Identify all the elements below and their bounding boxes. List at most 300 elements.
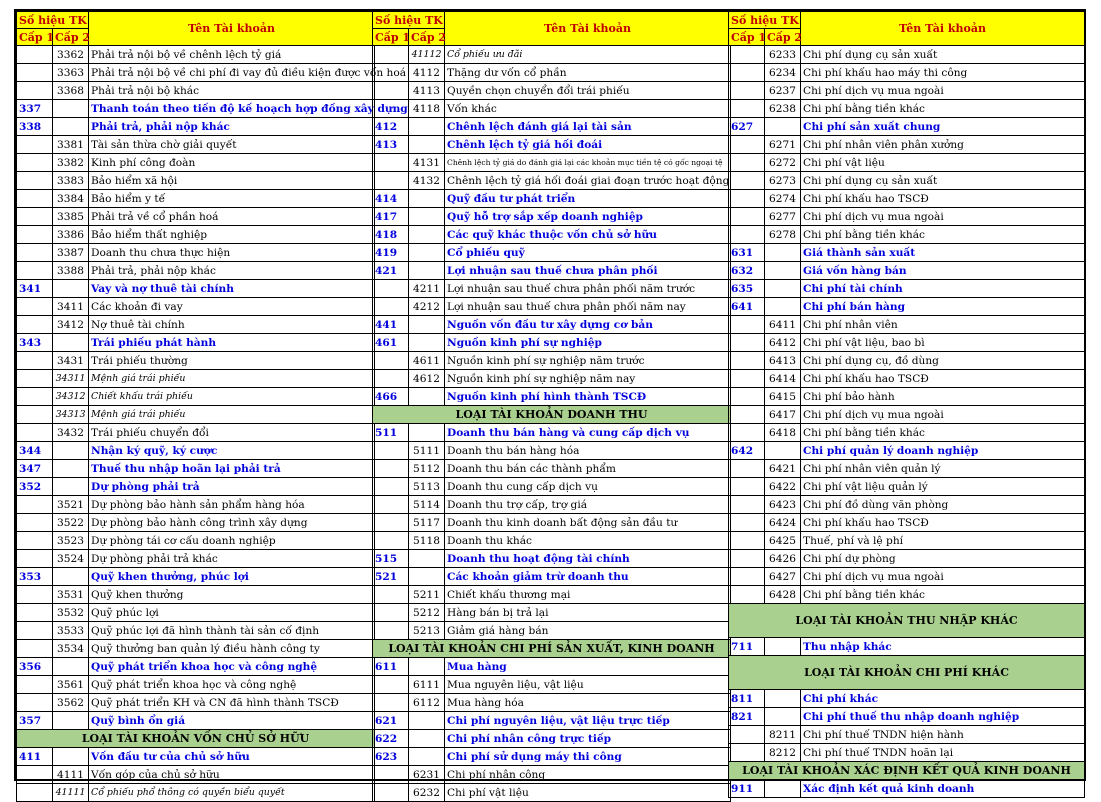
account-name: Chi phí tài chính — [801, 280, 1085, 298]
account-name: Quyền chọn chuyển đổi trái phiếu — [445, 82, 731, 100]
account-code-level-1 — [17, 370, 53, 388]
account-row-level-2 — [17, 262, 375, 280]
account-code-level-1 — [373, 604, 409, 622]
account-code-level-2: 6112 — [409, 694, 445, 712]
account-name: Chênh lệch đánh giá lại tài sản — [445, 118, 731, 136]
account-row-level-2 — [373, 694, 731, 712]
account-code-level-2 — [765, 244, 801, 262]
account-row-level-2 — [729, 478, 1085, 496]
account-code-level-2: 3531 — [53, 586, 89, 604]
account-row-level-2 — [729, 568, 1085, 586]
account-name: Chi phí khấu hao máy thi công — [801, 64, 1085, 82]
account-code-level-2: 3412 — [53, 316, 89, 334]
account-row-level-2 — [729, 460, 1085, 478]
account-row-level-1 — [373, 208, 731, 226]
account-name: Chênh lệch tỷ giá hối đoái — [445, 136, 731, 154]
account-name: Quỹ phúc lợi — [89, 604, 375, 622]
account-code-level-1: 347 — [17, 460, 53, 478]
account-row-level-2 — [729, 190, 1085, 208]
account-code-level-1: 461 — [373, 334, 409, 352]
account-row-level-2 — [17, 226, 375, 244]
account-code-level-2: 4132 — [409, 172, 445, 190]
account-code-level-1 — [373, 64, 409, 82]
account-row-level-1 — [729, 244, 1085, 262]
header-account-number: Số hiệu TK — [729, 12, 801, 29]
account-row-level-1 — [729, 262, 1085, 280]
account-code-level-2: 3521 — [53, 496, 89, 514]
account-row-level-2 — [729, 744, 1085, 762]
account-name: Thu nhập khác — [801, 638, 1085, 656]
account-name: Dự phòng phải trả khác — [89, 550, 375, 568]
account-name: Trái phiếu chuyển đổi — [89, 424, 375, 442]
account-code-level-1: 414 — [373, 190, 409, 208]
account-name: Kinh phí công đoàn — [89, 154, 375, 172]
account-name: Phải trả về cổ phần hoá — [89, 208, 375, 226]
account-code-level-1 — [729, 388, 765, 406]
account-code-level-1: 821 — [729, 708, 765, 726]
account-name: Chi phí nhân viên quản lý — [801, 460, 1085, 478]
account-name: Chi phí khác — [801, 690, 1085, 708]
account-code-level-2: 6421 — [765, 460, 801, 478]
account-row-level-1 — [17, 478, 375, 496]
account-code-level-2: 6424 — [765, 514, 801, 532]
account-code-level-2 — [765, 118, 801, 136]
account-row-level-2 — [17, 424, 375, 442]
account-row-level-2 — [373, 298, 731, 316]
account-name: Các khoản giảm trừ doanh thu — [445, 568, 731, 586]
account-code-level-1 — [17, 82, 53, 100]
account-name: Dự phòng phải trả — [89, 478, 375, 496]
account-code-level-1 — [729, 226, 765, 244]
account-code-level-1: 413 — [373, 136, 409, 154]
account-code-level-1 — [729, 46, 765, 64]
account-row-level-2 — [729, 64, 1085, 82]
account-name: Chi phí thuế TNDN hiện hành — [801, 726, 1085, 744]
account-code-level-2: 5111 — [409, 442, 445, 460]
account-code-level-1 — [373, 370, 409, 388]
account-code-level-2: 5114 — [409, 496, 445, 514]
account-code-level-1 — [729, 568, 765, 586]
account-code-level-2: 3534 — [53, 640, 89, 658]
account-name: Quỹ thưởng ban quản lý điều hành công ty — [89, 640, 375, 658]
account-name: Chênh lệch tỷ giá hối đoái giai đoạn trước hoạt động — [445, 172, 731, 190]
account-row-level-2 — [373, 352, 731, 370]
account-row-level-2 — [373, 370, 731, 388]
account-code-level-1: 632 — [729, 262, 765, 280]
account-row-level-1 — [17, 658, 375, 676]
account-code-level-1 — [17, 514, 53, 532]
account-code-level-1 — [729, 316, 765, 334]
account-code-level-1: 811 — [729, 690, 765, 708]
account-code-level-2: 5213 — [409, 622, 445, 640]
account-name: Vay và nợ thuê tài chính — [89, 280, 375, 298]
account-code-level-1: 623 — [373, 748, 409, 766]
account-name: Chi phí vật liệu — [801, 154, 1085, 172]
account-code-level-2 — [53, 658, 89, 676]
account-code-level-1: 421 — [373, 262, 409, 280]
account-row-level-1 — [373, 568, 731, 586]
account-code-level-2: 6417 — [765, 406, 801, 424]
account-row-level-2 — [729, 424, 1085, 442]
account-name: Nguồn kinh phí sự nghiệp — [445, 334, 731, 352]
account-row-level-2 — [373, 82, 731, 100]
account-code-level-1 — [373, 478, 409, 496]
account-code-level-2 — [409, 190, 445, 208]
account-row-level-2 — [373, 514, 731, 532]
account-name: Chi phí vật liệu — [445, 784, 731, 802]
account-code-level-2: 6423 — [765, 496, 801, 514]
account-code-level-2: 3368 — [53, 82, 89, 100]
account-code-level-2 — [53, 100, 89, 118]
account-code-level-1 — [17, 424, 53, 442]
header-account-name: Tên Tài khoản — [445, 12, 731, 46]
account-code-level-1: 357 — [17, 712, 53, 730]
account-name: Giá vốn hàng bán — [801, 262, 1085, 280]
header-level-1: Cấp 1 — [729, 29, 765, 46]
account-code-level-1 — [17, 640, 53, 658]
account-row-level-2 — [373, 496, 731, 514]
account-code-level-1 — [17, 172, 53, 190]
account-code-level-2 — [409, 118, 445, 136]
account-code-level-2: 34313 — [53, 406, 89, 424]
account-row-level-2 — [729, 226, 1085, 244]
account-name: Cổ phiếu phổ thông có quyền biểu quyết — [89, 784, 375, 802]
account-code-level-2: 3561 — [53, 676, 89, 694]
header-row — [17, 12, 375, 29]
account-code-level-1 — [373, 586, 409, 604]
account-code-level-2 — [765, 262, 801, 280]
account-row-level-2 — [729, 136, 1085, 154]
account-row-level-1 — [17, 100, 375, 118]
account-code-level-2 — [53, 334, 89, 352]
account-name: Thanh toán theo tiến độ kế hoạch hợp đồng xây dựng — [89, 100, 375, 118]
account-code-level-1 — [373, 172, 409, 190]
account-code-level-1: 627 — [729, 118, 765, 136]
account-name: Vốn khác — [445, 100, 731, 118]
account-name: Chi phí đồ dùng văn phòng — [801, 496, 1085, 514]
account-row-level-2 — [729, 46, 1085, 64]
account-code-level-2: 4212 — [409, 298, 445, 316]
account-row-level-1 — [373, 658, 731, 676]
account-code-level-2 — [765, 638, 801, 656]
header-level-2: Cấp 2 — [409, 29, 445, 46]
account-code-level-2: 5118 — [409, 532, 445, 550]
account-code-level-1 — [729, 496, 765, 514]
account-row-level-2 — [373, 676, 731, 694]
account-code-level-1 — [17, 190, 53, 208]
account-name: Trái phiếu phát hành — [89, 334, 375, 352]
account-name: Chi phí khấu hao TSCĐ — [801, 370, 1085, 388]
account-name: Nguồn kinh phí sự nghiệp năm trước — [445, 352, 731, 370]
account-code-level-2 — [409, 136, 445, 154]
account-name: Giảm giá hàng bán — [445, 622, 731, 640]
account-code-level-1: 338 — [17, 118, 53, 136]
account-name: Chi phí khấu hao TSCĐ — [801, 190, 1085, 208]
account-row-level-2 — [729, 550, 1085, 568]
account-row-level-2 — [729, 316, 1085, 334]
account-code-level-1 — [17, 766, 53, 784]
account-name: Quỹ phát triển KH và CN đã hình thành TSCĐ — [89, 694, 375, 712]
account-code-level-2 — [765, 280, 801, 298]
account-code-level-1 — [729, 82, 765, 100]
account-code-level-2: 34312 — [53, 388, 89, 406]
account-name: Quỹ hỗ trợ sắp xếp doanh nghiệp — [445, 208, 731, 226]
section-title: LOẠI TÀI KHOẢN CHI PHÍ SẢN XUẤT, KINH DOANH — [373, 640, 731, 658]
header-row — [729, 12, 1085, 29]
account-code-level-2: 6273 — [765, 172, 801, 190]
account-code-level-1: 352 — [17, 478, 53, 496]
account-code-level-1 — [729, 532, 765, 550]
account-row-level-2 — [17, 532, 375, 550]
account-code-level-1 — [373, 82, 409, 100]
account-code-level-2: 6426 — [765, 550, 801, 568]
account-code-level-1 — [729, 406, 765, 424]
account-name: Mệnh giá trái phiếu — [89, 406, 375, 424]
account-name: Phải trả, phải nộp khác — [89, 262, 375, 280]
account-code-level-2 — [53, 280, 89, 298]
account-name: Chi phí nhân viên — [801, 316, 1085, 334]
account-code-level-1 — [17, 604, 53, 622]
account-code-level-1 — [729, 424, 765, 442]
account-code-level-2 — [409, 334, 445, 352]
account-name: Chi phí dịch vụ mua ngoài — [801, 82, 1085, 100]
section-row — [729, 762, 1085, 780]
account-name: Các quỹ khác thuộc vốn chủ sở hữu — [445, 226, 731, 244]
account-code-level-2: 4113 — [409, 82, 445, 100]
account-name: Chi phí sản xuất chung — [801, 118, 1085, 136]
account-code-level-2: 6277 — [765, 208, 801, 226]
account-row-level-2 — [17, 388, 375, 406]
section-title: LOẠI TÀI KHOẢN XÁC ĐỊNH KẾT QUẢ KINH DOANH — [729, 762, 1085, 780]
account-name: Dự phòng bảo hành công trình xây dựng — [89, 514, 375, 532]
account-code-level-2 — [409, 208, 445, 226]
account-row-level-1 — [373, 712, 731, 730]
account-code-level-2: 4131 — [409, 154, 445, 172]
account-code-level-1 — [729, 550, 765, 568]
account-name: Nguồn kinh phí hình thành TSCĐ — [445, 388, 731, 406]
account-code-level-2: 6231 — [409, 766, 445, 784]
account-row-level-2 — [729, 100, 1085, 118]
account-column-2 — [372, 11, 731, 802]
account-code-level-1 — [373, 676, 409, 694]
account-code-level-1 — [17, 244, 53, 262]
section-row — [729, 604, 1085, 638]
account-row-level-2 — [17, 694, 375, 712]
account-row-level-1 — [17, 280, 375, 298]
account-name: Chi phí bằng tiền khác — [801, 586, 1085, 604]
account-name: Cổ phiếu quỹ — [445, 244, 731, 262]
account-code-level-2: 3386 — [53, 226, 89, 244]
account-code-level-2: 4211 — [409, 280, 445, 298]
account-name: Chi phí dịch vụ mua ngoài — [801, 568, 1085, 586]
account-code-level-2: 3431 — [53, 352, 89, 370]
account-code-level-2 — [409, 424, 445, 442]
account-name: Chiết khấu trái phiếu — [89, 388, 375, 406]
account-row-level-1 — [729, 442, 1085, 460]
account-row-level-2 — [17, 586, 375, 604]
account-code-level-1 — [373, 514, 409, 532]
account-row-level-1 — [373, 118, 731, 136]
account-code-level-1: 515 — [373, 550, 409, 568]
account-row-level-2 — [17, 46, 375, 64]
account-row-level-1 — [729, 280, 1085, 298]
account-code-level-1 — [17, 496, 53, 514]
account-code-level-2: 3523 — [53, 532, 89, 550]
account-code-level-2: 3387 — [53, 244, 89, 262]
account-name: Chi phí nhân công — [445, 766, 731, 784]
section-title: LOẠI TÀI KHOẢN CHI PHÍ KHÁC — [729, 656, 1085, 690]
account-code-level-1 — [17, 208, 53, 226]
account-code-level-2: 8211 — [765, 726, 801, 744]
account-row-level-2 — [17, 784, 375, 802]
account-name: Chi phí bằng tiền khác — [801, 100, 1085, 118]
account-row-level-2 — [373, 154, 731, 172]
account-code-level-1 — [373, 622, 409, 640]
account-code-level-2: 5113 — [409, 478, 445, 496]
account-code-level-2 — [53, 712, 89, 730]
account-name: Tài sản thừa chờ giải quyết — [89, 136, 375, 154]
account-row-level-2 — [373, 604, 731, 622]
account-name: Dự phòng bảo hành sản phẩm hàng hóa — [89, 496, 375, 514]
account-code-level-1: 341 — [17, 280, 53, 298]
account-row-level-2 — [17, 352, 375, 370]
account-code-level-1 — [729, 136, 765, 154]
account-code-level-2: 3383 — [53, 172, 89, 190]
account-code-level-2: 3385 — [53, 208, 89, 226]
account-row-level-2 — [17, 244, 375, 262]
account-row-level-2 — [729, 726, 1085, 744]
account-code-level-2: 41111 — [53, 784, 89, 802]
account-name: Bảo hiểm thất nghiệp — [89, 226, 375, 244]
account-column-3 — [728, 11, 1085, 798]
account-name: Mua nguyên liệu, vật liệu — [445, 676, 731, 694]
account-name: Thặng dư vốn cổ phần — [445, 64, 731, 82]
account-code-level-1: 343 — [17, 334, 53, 352]
account-code-level-2: 3562 — [53, 694, 89, 712]
account-name: Phải trả nội bộ về chênh lệch tỷ giá — [89, 46, 375, 64]
account-code-level-2: 6427 — [765, 568, 801, 586]
account-code-level-2 — [53, 748, 89, 766]
account-code-level-1 — [729, 744, 765, 762]
account-row-level-2 — [17, 550, 375, 568]
account-name: Chi phí khấu hao TSCĐ — [801, 514, 1085, 532]
account-code-level-2 — [53, 478, 89, 496]
account-name: Chi phí dụng cụ sản xuất — [801, 46, 1085, 64]
account-name: Cổ phiếu ưu đãi — [445, 46, 731, 64]
account-code-level-2: 6232 — [409, 784, 445, 802]
account-code-level-1 — [373, 442, 409, 460]
account-code-level-1 — [17, 316, 53, 334]
account-code-level-2 — [409, 748, 445, 766]
account-code-level-1: 466 — [373, 388, 409, 406]
account-code-level-2: 6272 — [765, 154, 801, 172]
account-code-level-2: 6278 — [765, 226, 801, 244]
account-row-level-2 — [373, 586, 731, 604]
section-title: LOẠI TÀI KHOẢN THU NHẬP KHÁC — [729, 604, 1085, 638]
account-code-level-2 — [53, 460, 89, 478]
account-name: Nguồn kinh phí sự nghiệp năm nay — [445, 370, 731, 388]
account-code-level-2 — [53, 568, 89, 586]
account-code-level-2: 34311 — [53, 370, 89, 388]
account-code-level-1 — [373, 154, 409, 172]
account-row-level-1 — [373, 748, 731, 766]
account-row-level-2 — [17, 406, 375, 424]
account-row-level-2 — [17, 766, 375, 784]
account-code-level-2: 3532 — [53, 604, 89, 622]
account-code-level-1 — [729, 64, 765, 82]
account-code-level-2: 3524 — [53, 550, 89, 568]
account-row-level-2 — [729, 586, 1085, 604]
account-name: Doanh thu kinh doanh bất động sản đầu tư — [445, 514, 731, 532]
account-name: Lợi nhuận sau thuế chưa phân phối — [445, 262, 731, 280]
account-name: Chi phí dịch vụ mua ngoài — [801, 208, 1085, 226]
account-row-level-2 — [17, 640, 375, 658]
account-code-level-1 — [373, 46, 409, 64]
account-name: Chi phí dụng cụ sản xuất — [801, 172, 1085, 190]
header-level-1: Cấp 1 — [373, 29, 409, 46]
account-row-level-2 — [17, 190, 375, 208]
account-code-level-2 — [765, 298, 801, 316]
section-title: LOẠI TÀI KHOẢN DOANH THU — [373, 406, 731, 424]
account-name: Mệnh giá trái phiếu — [89, 370, 375, 388]
account-row-level-2 — [729, 208, 1085, 226]
account-name: Dự phòng tái cơ cấu doanh nghiệp — [89, 532, 375, 550]
account-code-level-1 — [729, 370, 765, 388]
account-row-level-1 — [17, 334, 375, 352]
account-row-level-1 — [729, 298, 1085, 316]
account-code-level-2: 5112 — [409, 460, 445, 478]
account-code-level-2: 41112 — [409, 46, 445, 64]
account-code-level-1 — [729, 172, 765, 190]
header-account-number: Số hiệu TK — [373, 12, 445, 29]
account-code-level-2 — [409, 712, 445, 730]
account-name: Mua hàng — [445, 658, 731, 676]
account-code-level-2: 3363 — [53, 64, 89, 82]
account-code-level-2 — [409, 226, 445, 244]
header-level-2: Cấp 2 — [765, 29, 801, 46]
account-code-level-1: 412 — [373, 118, 409, 136]
account-row-level-2 — [17, 604, 375, 622]
account-code-level-1: 418 — [373, 226, 409, 244]
account-code-level-1 — [17, 388, 53, 406]
account-name: Vốn đầu tư của chủ sở hữu — [89, 748, 375, 766]
account-name: Chi phí nhân viên phân xưởng — [801, 136, 1085, 154]
account-row-level-1 — [373, 244, 731, 262]
account-row-level-1 — [17, 568, 375, 586]
account-name: Bảo hiểm y tế — [89, 190, 375, 208]
account-name: Chi phí sử dụng máy thi công — [445, 748, 731, 766]
account-code-level-2: 6418 — [765, 424, 801, 442]
account-name: Chi phí bằng tiền khác — [801, 226, 1085, 244]
account-row-level-1 — [729, 118, 1085, 136]
account-code-level-2 — [409, 244, 445, 262]
account-code-level-1 — [17, 226, 53, 244]
account-name: Bảo hiểm xã hội — [89, 172, 375, 190]
account-code-level-1: 911 — [729, 780, 765, 798]
account-name: Chênh lệch tỷ giá do đánh giá lại các khoản mục tiền tệ có gốc ngoại tệ — [445, 154, 731, 172]
account-row-level-2 — [373, 784, 731, 802]
account-code-level-1: 511 — [373, 424, 409, 442]
account-code-level-1 — [17, 406, 53, 424]
account-name: Thuế, phí và lệ phí — [801, 532, 1085, 550]
account-code-level-1 — [373, 766, 409, 784]
account-name: Chi phí vật liệu, bao bì — [801, 334, 1085, 352]
account-name: Chi phí dụng cụ, đồ dùng — [801, 352, 1085, 370]
section-row — [373, 640, 731, 658]
section-row — [17, 730, 375, 748]
account-name: Lợi nhuận sau thuế chưa phân phối năm trước — [445, 280, 731, 298]
account-code-level-1 — [17, 154, 53, 172]
